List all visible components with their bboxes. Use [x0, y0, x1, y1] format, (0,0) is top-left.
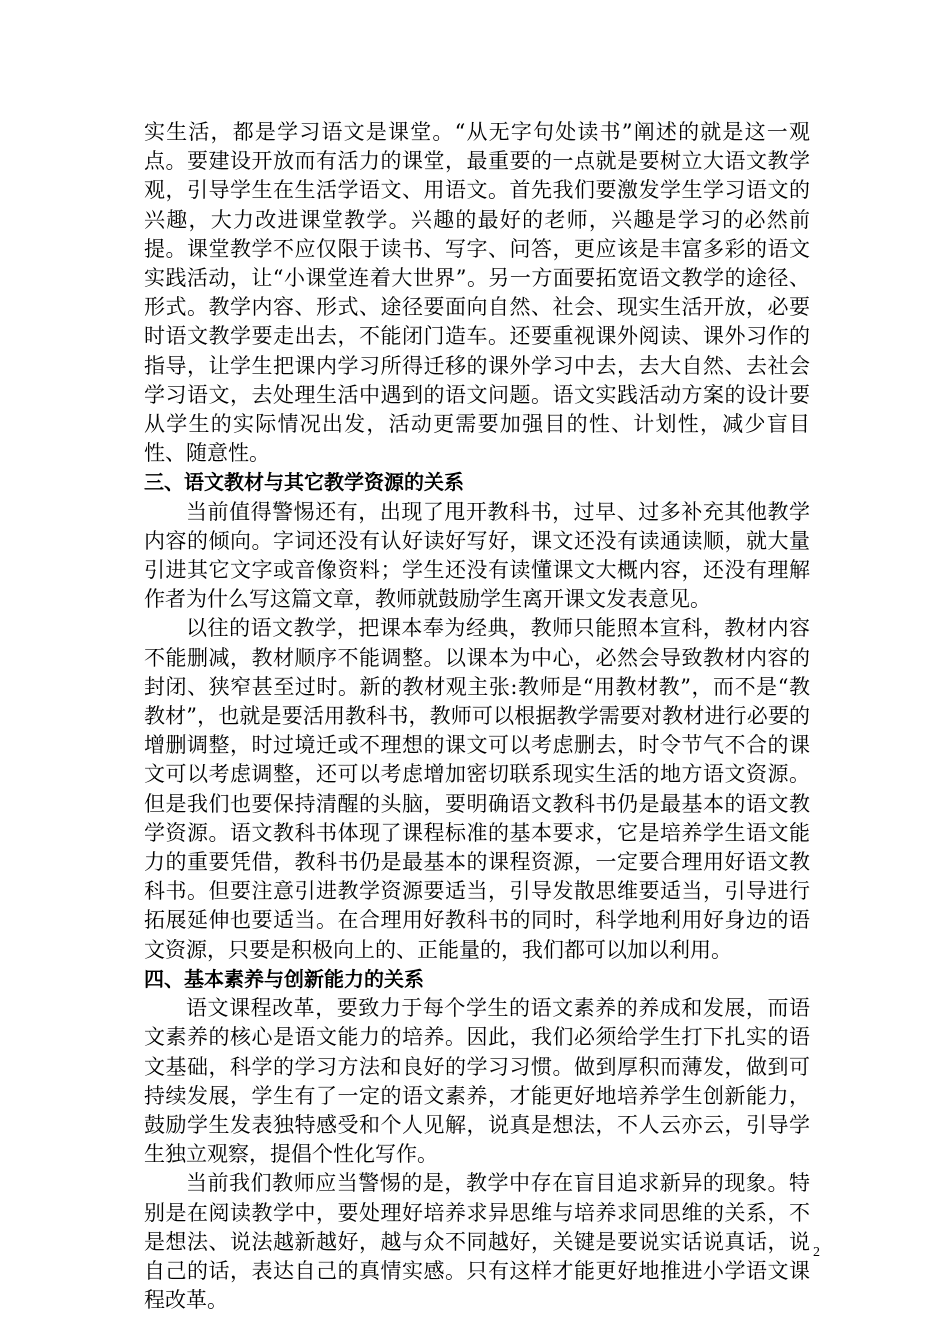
section-heading-4: 四、基本素养与创新能力的关系: [144, 966, 424, 991]
paragraph-continued: 实生活，都是学习语文是课堂。“从无字句处读书”阐述的就是这一观点。要建设开放而有活力的课堂，最重要的一点就是要树立大语文教学观，引导学生在生活学语文、用语文。首先我们要激发学生学习语文的兴趣，大力改进课堂教学。兴趣的最好的老师，兴趣是学习的必然前提。课堂教学不应仅限于读书、写字、问答，更应该是丰富多彩的语文实践活动，让“小课堂连着大世界”。另一方面要拓宽语文教学的途径、形式。教学内容、形式、途径要面向自然、社会、现实生活开放，必要时语文教学要走出去，不能闭门造车。还要重视课外阅读、课外习作的指导，让学生把课内学习所得迁移的课外学习中去，去大自然、去社会学习语文，去处理生活中遇到的语文问题。语文实践活动方案的设计要从学生的实际情况出发，活动更需要加强目的性、计划性，减少盲目性、随意性。: [144, 120, 810, 466]
document-body: [144, 118, 810, 1315]
section-3-paragraph-2: 以往的语文教学，把课本奉为经典，教师只能照本宣科，教材内容不能删减，教材顺序不能调整。以课本为中心，必然会导致教材内容的封闭、狭窄甚至过时。新的教材观主张:教师是“用教材教”，而不是“教教材”，也就是要活用教科书，教师可以根据教学需要对教材进行必要的增删调整，时过境迁或不理想的课文可以考虑删去，时令节气不合的课文可以考虑调整，还可以考虑增加密切联系现实生活的地方语文资源。但是我们也要保持清醒的头脑，要明确语文教科书仍是最基本的语文教学资源。语文教科书体现了课程标准的基本要求，它是培养学生语文能力的重要凭借，教科书仍是最基本的课程资源，一定要合理用好语文教科书。但要注意引进教学资源要适当，引导发散思维要适当，引导进行拓展延伸也要适当。在合理用好教科书的同时，科学地利用好身边的语文资源，只要是积极向上的、正能量的，我们都可以加以利用。: [144, 616, 810, 962]
section-heading-3: 三、语文教材与其它教学资源的关系: [144, 470, 464, 495]
section-4-paragraph-2: 当前我们教师应当警惕的是，教学中存在盲目追求新异的现象。特别是在阅读教学中，要处理好培养求异思维与培养求同思维的关系，不是想法、说法越新越好，越与众不同越好，关键是要说实话说真话，说自己的话，表达自己的真情实感。只有这样才能更好地推进小学语文课程改革。: [144, 1171, 810, 1313]
section-3-paragraph-1: 当前值得警惕还有，出现了甩开教科书，过早、过多补充其他教学内容的倾向。字词还没有认好读好写好，课文还没有读通读顺，就大量引进其它文字或音像资料；学生还没有读懂课文大概内容，还没有理解作者为什么写这篇文章，教师就鼓励学生离开课文发表意见。: [144, 499, 810, 612]
section-4-paragraph-1: 语文课程改革，要致力于每个学生的语文素养的养成和发展，而语文素养的核心是语文能力的培养。因此，我们必须给学生打下扎实的语文基础，科学的学习方法和良好的学习习惯。做到厚积而薄发，做到可持续发展，学生有了一定的语文素养，才能更好地培养学生创新能力，鼓励学生发表独特感受和个人见解，说真是想法，不人云亦云，引导学生独立观察，提倡个性化写作。: [144, 996, 810, 1167]
page-number: 2: [813, 1245, 820, 1260]
